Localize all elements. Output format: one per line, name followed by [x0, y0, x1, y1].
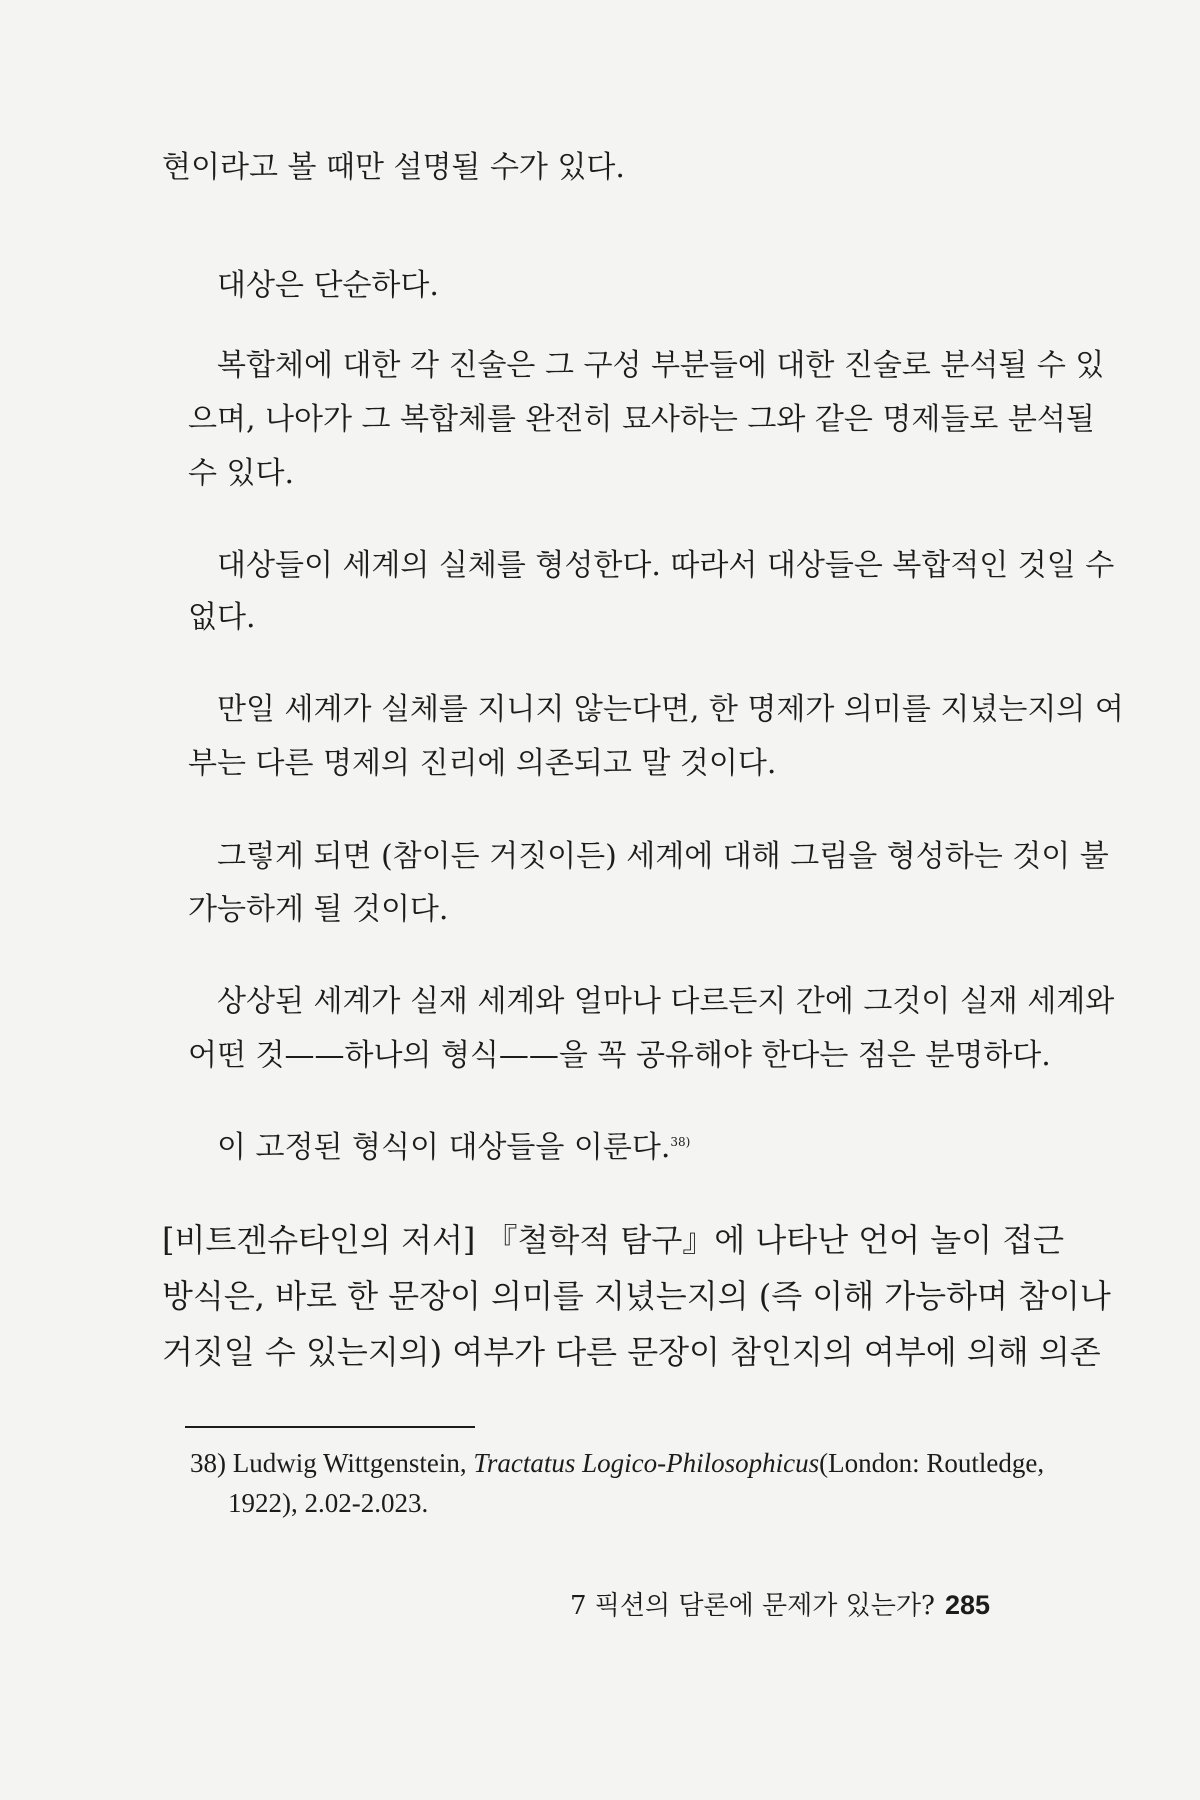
footnote-book-title: Tractatus Logico-Philosophicus: [473, 1448, 820, 1478]
footnote-38-line-1: [190, 1446, 1045, 1480]
quote-paragraph-1: 대상은 단순하다.: [217, 268, 439, 303]
quote-paragraph-7-text: 이 고정된 형식이 대상들을 이룬다.: [217, 1130, 671, 1165]
quote-paragraph-6-line-2: 어떤 것——하나의 형식——을 꼭 공유해야 한다는 점은 분명하다.: [188, 1038, 1051, 1073]
main-paragraph-line-2: 방식은, 바로 한 문장이 의미를 지녔는지의 (즉 이해 가능하며 참이나: [162, 1277, 1111, 1315]
quote-paragraph-3-line-1: 대상들이 세계의 실체를 형성한다. 따라서 대상들은 복합적인 것일 수: [217, 548, 1115, 583]
quote-paragraph-4-line-1: 만일 세계가 실체를 지니지 않는다면, 한 명제가 의미를 지녔는지의 여: [217, 692, 1124, 727]
footnote-author: Ludwig Wittgenstein,: [232, 1448, 467, 1478]
intro-line: 현이라고 볼 때만 설명될 수가 있다.: [162, 150, 625, 185]
quote-paragraph-2-line-1: 복합체에 대한 각 진술은 그 구성 부분들에 대한 진술로 분석될 수 있: [217, 348, 1105, 383]
footnote-reference-38: 38): [670, 1135, 691, 1149]
quote-paragraph-5-line-2: 가능하게 될 것이다.: [188, 892, 449, 927]
running-head: [570, 1588, 990, 1623]
main-paragraph-line-1: [비트겐슈타인의 저서] 『철학적 탐구』에 나타난 언어 놀이 접근: [162, 1221, 1065, 1259]
footnote-publisher: (London: Routledge,: [819, 1448, 1045, 1478]
quote-paragraph-3-line-2: 없다.: [188, 600, 256, 635]
quote-paragraph-2-line-2: 으며, 나아가 그 복합체를 완전히 묘사하는 그와 같은 명제들로 분석될: [188, 402, 1095, 437]
quote-paragraph-6-line-1: 상상된 세계가 실재 세계와 얼마나 다르든지 간에 그것이 실재 세계와: [217, 984, 1115, 1019]
footnote-divider: [185, 1426, 475, 1428]
quote-paragraph-4-line-2: 부는 다른 명제의 진리에 의존되고 말 것이다.: [188, 746, 777, 781]
footnote-number: 38): [190, 1448, 226, 1478]
quote-paragraph-7: [217, 1128, 690, 1168]
page-number: 285: [944, 1590, 990, 1620]
quote-paragraph-5-line-1: 그렇게 되면 (참이든 거짓이든) 세계에 대해 그림을 형성하는 것이 불: [217, 839, 1109, 874]
chapter-title: 7 픽션의 담론에 문제가 있는가?: [570, 1591, 935, 1621]
footnote-38-line-2: 1922), 2.02-2.023.: [228, 1488, 429, 1518]
quote-paragraph-2-line-3: 수 있다.: [188, 456, 295, 491]
main-paragraph-line-3: 거짓일 수 있는지의) 여부가 다른 문장이 참인지의 여부에 의해 의존: [162, 1333, 1101, 1371]
